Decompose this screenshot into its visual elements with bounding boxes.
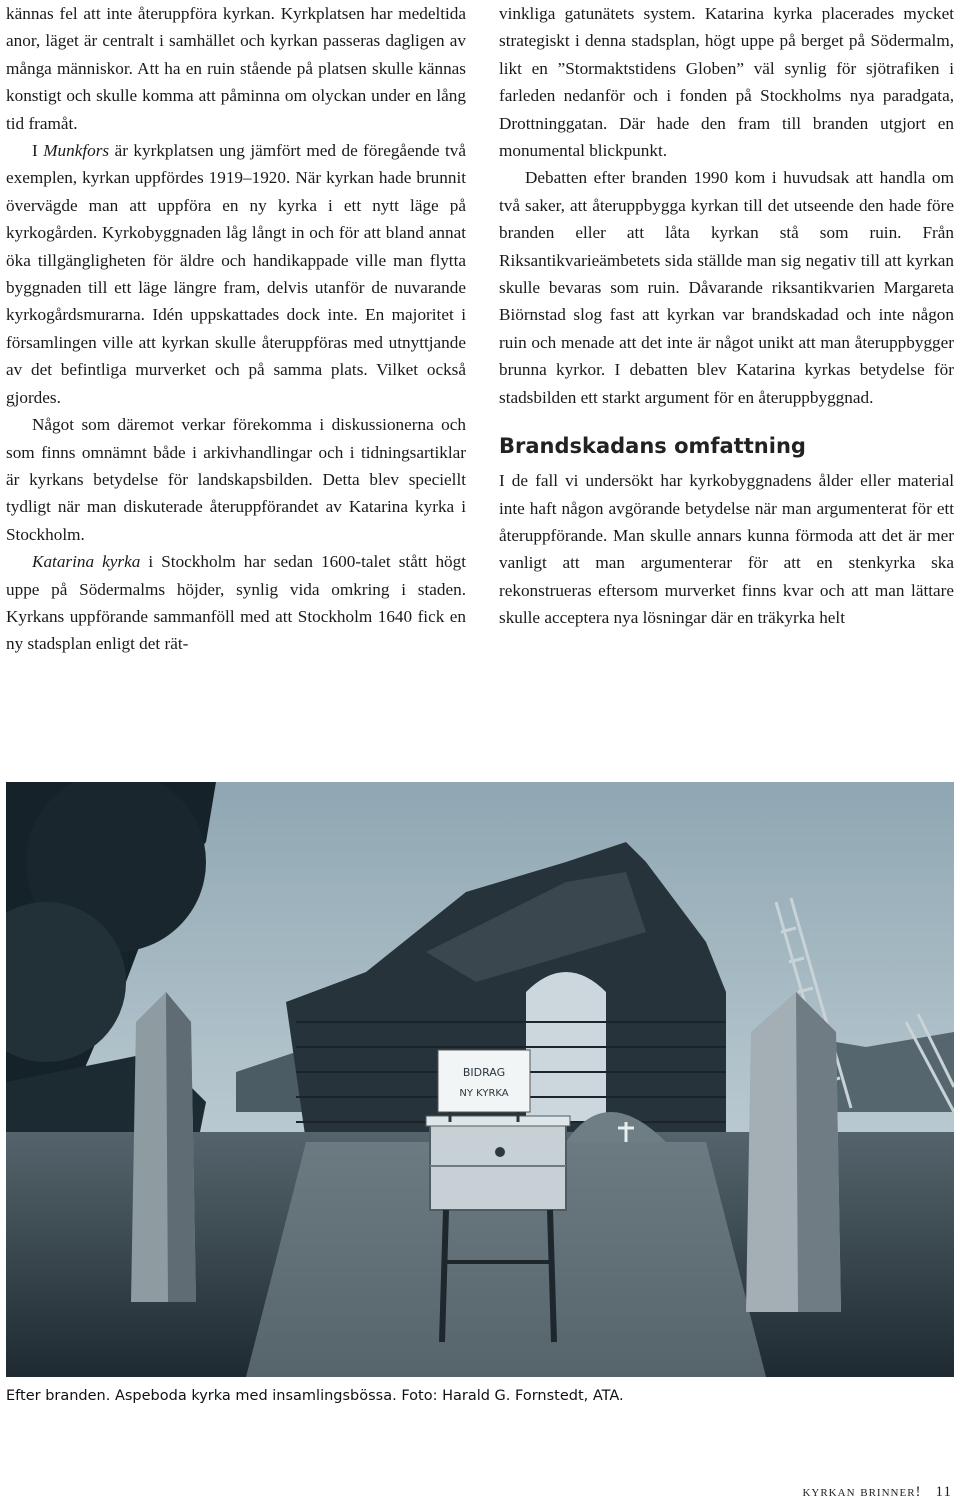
running-title: kyrkan brinner!: [802, 1484, 922, 1500]
photo-caption: Efter branden. Aspeboda kyrka med insamlingsbössa. Foto: Harald G. Fornstedt, ATA.: [6, 1388, 624, 1404]
photo-burnt-church: [6, 782, 954, 1377]
sign-text-line2: NY KYRKA: [459, 1088, 509, 1099]
paragraph-munkfors: [6, 137, 466, 411]
paragraph: vinkliga gatunätets system. Katarina kyrka placerades mycket strategiskt i denna stadsplan, högt uppe på berget på Södermalm, likt en ”Stormaktstidens Globen” väl synlig för sjötrafiken i farleden nedanför och i fonden på Stockholms nya paradgata, Drottninggatan. Där hade den fram till branden utgjort en monumental blickpunkt.: [499, 4, 954, 161]
paragraph: I de fall vi undersökt har kyrkobyggnadens ålder eller material inte haft någon avgörande betydelse när man argumenterat för ett återuppförande. Man skulle annars kunna förmoda att det är mer vanligt att man argumenterar för att en stenkyrka ska rekonstrueras eftersom murverket finns kvar och att man lättare skulle acceptera nya lösningar där en träkyrka helt: [499, 471, 954, 628]
paragraph-text: är kyrkplatsen ung jämfört med de föregående två exemplen, kyrkan uppfördes 1919–1920. När kyrkan hade brunnit övervägde man att uppföra en ny kyrka i ett nytt läge på kyrkogården. Kyrkobyggnaden låg långt in och för att bland annat öka tillgängligheten för äldre och handikappade ville man flytta byggnaden till ett läge längre fram, delvis utanför de nuvarande kyrkogårdsmurarna. Idén uppskattades dock inte. En majoritet i församlingen ville att kyrkan skulle återuppföras med utnyttjande av det befintliga murverket och på samma plats. Vilket också gjordes.: [6, 141, 466, 407]
paragraph: kännas fel att inte återuppföra kyrkan. Kyrkplatsen har medeltida anor, läget är centralt i samhället och kyrkan passeras dagligen av många människor. Att ha en ruin stående på platsen skulle kännas konstigt och skulle komma att påminna om olyckan under en lång tid framåt.: [6, 4, 466, 133]
sign-text-line1: BIDRAG: [462, 1066, 506, 1079]
place-name-katarina: Katarina kyrka: [32, 552, 141, 572]
donation-sign: [438, 1050, 530, 1122]
page-number: 11: [935, 1484, 952, 1500]
left-column: [6, 0, 466, 658]
page-footer: [802, 1484, 952, 1501]
paragraph-lead: I: [32, 141, 44, 161]
place-name-munkfors: Munkfors: [43, 141, 110, 161]
section-heading: Brandskadans omfattning: [499, 434, 806, 459]
paragraph-text: i Stockholm har sedan 1600-talet stått högt uppe på Södermalms höjder, synlig vida omkring i staden. Kyrkans uppförande sammanföll med att Stockholm 1640 fick en ny stadsplan enligt det rät-: [6, 552, 467, 654]
paragraph: Något som däremot verkar förekomma i diskussionerna och som finns omnämnt både i arkivhandlingar och i tidningsartiklar är kyrkans betydelse för landskapsbilden. Detta blev speciellt tydligt när man diskuterade återuppförandet av Katarina kyrka i Stockholm.: [6, 415, 466, 544]
photo-illustration: [6, 782, 954, 1377]
right-column: [499, 0, 954, 632]
paragraph-katarina: [6, 548, 466, 658]
gate-post-right: [746, 992, 841, 1312]
gate-post-left: [131, 992, 196, 1302]
paragraph: Debatten efter branden 1990 kom i huvudsak att handla om två saker, att återuppbygga kyrkan till det utseende den hade före branden eller att låta kyrkan stå som ruin. Från Riksantikvarieämbetets sida ställde man sig negativ till att kyrkan skulle bevaras som ruin. Dåvarande riksantikvarien Margareta Biörnstad slog fast att kyrkan var brandskadad och inte någon ruin och menade att det inte är något unikt att man återuppbygger brunna kyrkor. I debatten blev Katarina kyrkas betydelse för stadsbilden ett starkt argument för en återuppbyggnad.: [499, 168, 954, 407]
